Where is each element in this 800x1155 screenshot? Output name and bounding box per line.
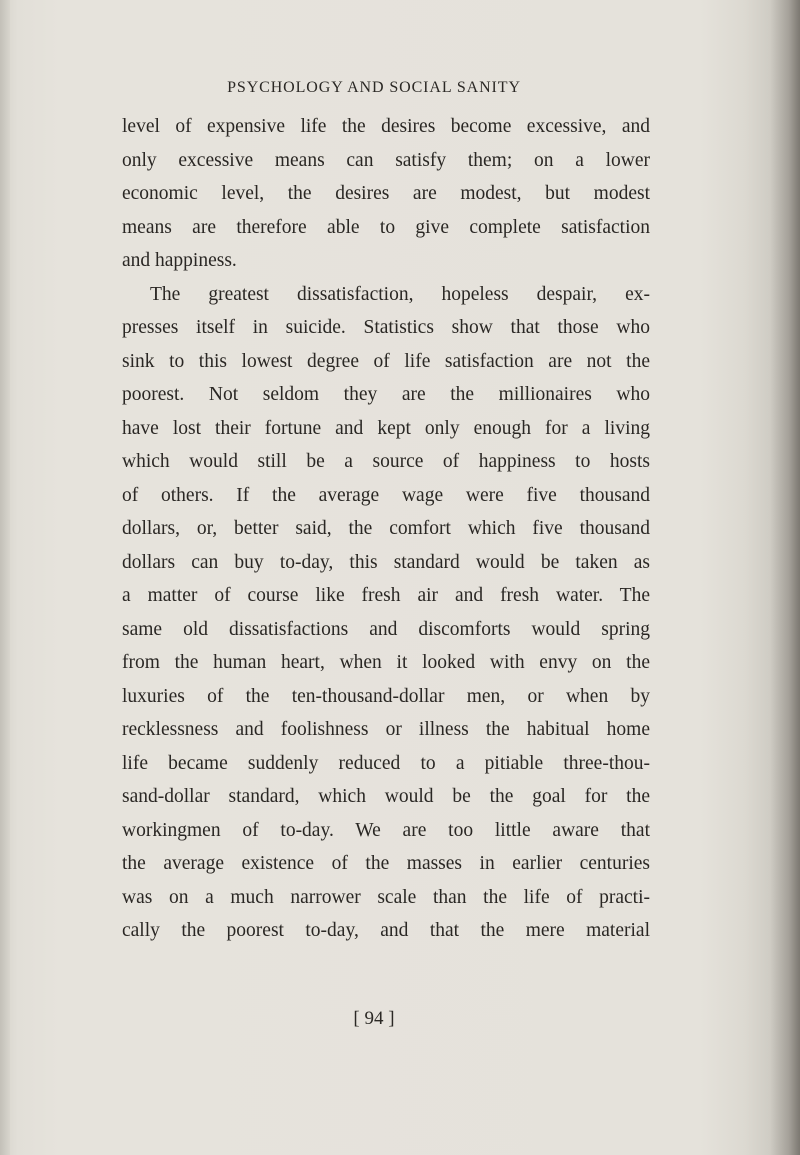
text-line: recklessness and foolishness or illness the habitual home <box>122 719 650 740</box>
text-line: luxuries of the ten-thousand-dollar men, or when by <box>122 685 650 707</box>
text-line: dollars, or, better said, the comfort which five thousand <box>122 518 650 539</box>
text-line: dollars can buy to-day, this standard would be taken as <box>122 551 650 573</box>
text-line: of others. If the average wage were five thousand <box>122 484 650 506</box>
text-line: cally the poorest to-day, and that the mere material <box>122 920 650 941</box>
text-line: presses itself in suicide. Statistics show that those who <box>122 317 650 338</box>
page-gutter <box>0 0 10 1155</box>
page-edge-shadow <box>770 0 800 1155</box>
text-line: sand-dollar standard, which would be the goal for the <box>122 786 650 807</box>
text-line: the average existence of the masses in earlier centuries <box>122 853 650 874</box>
text-line: economic level, the desires are modest, but modest <box>122 183 650 204</box>
text-line: sink to this lowest degree of life satisfaction are not the <box>122 350 650 372</box>
text-line: same old dissatisfactions and discomforts would spring <box>122 618 650 640</box>
text-line: have lost their fortune and kept only enough for a living <box>122 417 650 439</box>
text-line: life became suddenly reduced to a pitiable three-thou- <box>122 752 650 774</box>
text-line: was on a much narrower scale than the life of practi- <box>122 886 650 908</box>
page-number: [ 94 ] <box>353 1008 395 1029</box>
running-head: PSYCHOLOGY AND SOCIAL SANITY <box>227 79 521 96</box>
text-line: The greatest dissatisfaction, hopeless despair, ex- <box>150 283 650 305</box>
text-line: means are therefore able to give complete satisfaction <box>122 216 650 238</box>
text-line: only excessive means can satisfy them; on a lower <box>122 149 650 171</box>
body-text <box>122 110 650 948</box>
text-line: and happiness. <box>122 250 237 271</box>
text-line: poorest. Not seldom they are the millionaires who <box>122 384 650 405</box>
text-line: workingmen of to-day. We are too little aware that <box>122 819 650 841</box>
text-line: a matter of course like fresh air and fresh water. The <box>122 585 650 606</box>
text-line: which would still be a source of happiness to hosts <box>122 451 650 472</box>
text-line: from the human heart, when it looked with envy on the <box>122 652 650 673</box>
text-line: level of expensive life the desires become excessive, and <box>122 116 650 137</box>
